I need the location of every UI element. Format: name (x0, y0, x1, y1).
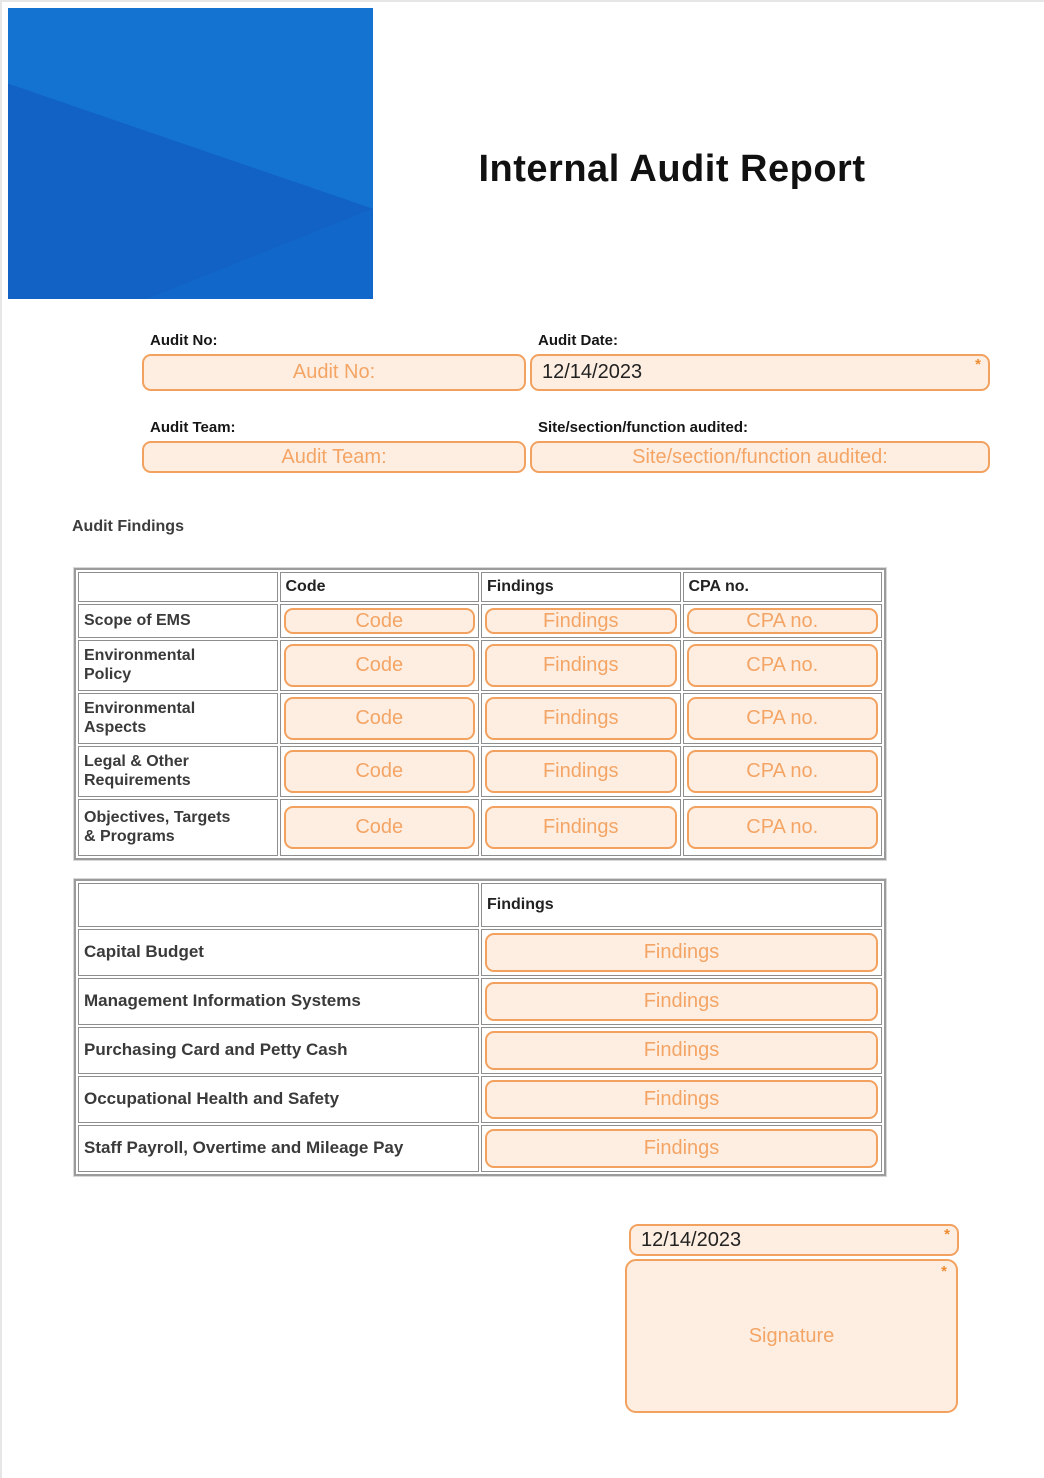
footer-date-group (629, 1224, 959, 1256)
cpa-input[interactable] (687, 608, 879, 634)
header-empty (78, 883, 479, 927)
findings-row (78, 1027, 882, 1074)
audit-team-group (142, 419, 526, 473)
audit-date-group (530, 332, 990, 391)
findings-input[interactable] (485, 644, 677, 687)
site-input[interactable] (530, 441, 990, 473)
signature-pad[interactable] (625, 1259, 958, 1413)
audit-date-label: Audit Date: (538, 332, 618, 349)
site-label: Site/section/function audited: (538, 419, 749, 436)
row-label: Scope of EMS (84, 611, 191, 629)
audit-findings-row (78, 746, 882, 797)
code-input[interactable] (284, 697, 476, 740)
audit-team-input[interactable] (142, 441, 526, 473)
audit-findings-table (74, 568, 886, 860)
findings-row (78, 929, 882, 976)
audit-findings-row (78, 799, 882, 856)
cpa-input[interactable] (687, 750, 879, 793)
row-label: Legal & Other Requirements (84, 752, 191, 789)
code-input[interactable] (284, 806, 476, 849)
required-asterisk: * (941, 1263, 947, 1280)
header-empty (78, 572, 278, 602)
findings-input[interactable] (485, 750, 677, 793)
required-asterisk: * (944, 1226, 950, 1243)
row-label: Environmental Aspects (84, 699, 196, 736)
company-logo (8, 8, 373, 299)
row-label: Occupational Health and Safety (84, 1089, 340, 1109)
findings-input[interactable] (485, 697, 677, 740)
findings-row (78, 978, 882, 1025)
cpa-input[interactable] (687, 644, 879, 687)
page-title: Internal Audit Report (478, 148, 866, 190)
audit-findings-row (78, 640, 882, 691)
audit-findings-row (78, 693, 882, 744)
table-header-row (78, 883, 882, 927)
code-input[interactable] (284, 750, 476, 793)
row-label: Environmental Policy (84, 646, 196, 683)
header-findings: Findings (481, 572, 681, 602)
findings-row (78, 1076, 882, 1123)
row-label: Objectives, Targets & Programs (84, 808, 231, 845)
findings-table (74, 879, 886, 1176)
findings-input[interactable] (485, 608, 677, 634)
code-input[interactable] (284, 608, 476, 634)
audit-no-input[interactable] (142, 354, 526, 391)
cpa-input[interactable] (687, 697, 879, 740)
findings-input[interactable] (485, 982, 878, 1021)
row-label: Capital Budget (84, 942, 204, 962)
findings-input[interactable] (485, 806, 677, 849)
audit-no-label: Audit No: (150, 332, 218, 349)
audit-date-input[interactable] (530, 354, 990, 391)
table-header-row (78, 572, 882, 602)
audit-findings-row (78, 604, 882, 638)
row-label: Purchasing Card and Petty Cash (84, 1040, 348, 1060)
audit-no-group (142, 332, 526, 391)
audit-team-label: Audit Team: (150, 419, 236, 436)
row-label: Management Information Systems (84, 991, 361, 1011)
findings-input[interactable] (485, 1080, 878, 1119)
findings-row (78, 1125, 882, 1172)
signature-placeholder: Signature (748, 1324, 835, 1347)
audit-findings-heading: Audit Findings (72, 518, 184, 535)
required-asterisk: * (975, 356, 981, 373)
header-findings: Findings (481, 883, 882, 927)
site-group (530, 419, 990, 473)
header-cpa: CPA no. (683, 572, 883, 602)
cpa-input[interactable] (687, 806, 879, 849)
row-label: Staff Payroll, Overtime and Mileage Pay (84, 1138, 404, 1158)
code-input[interactable] (284, 644, 476, 687)
findings-input[interactable] (485, 1031, 878, 1070)
header-code: Code (280, 572, 480, 602)
findings-input[interactable] (485, 1129, 878, 1168)
footer-date-input[interactable] (629, 1224, 959, 1256)
findings-input[interactable] (485, 933, 878, 972)
